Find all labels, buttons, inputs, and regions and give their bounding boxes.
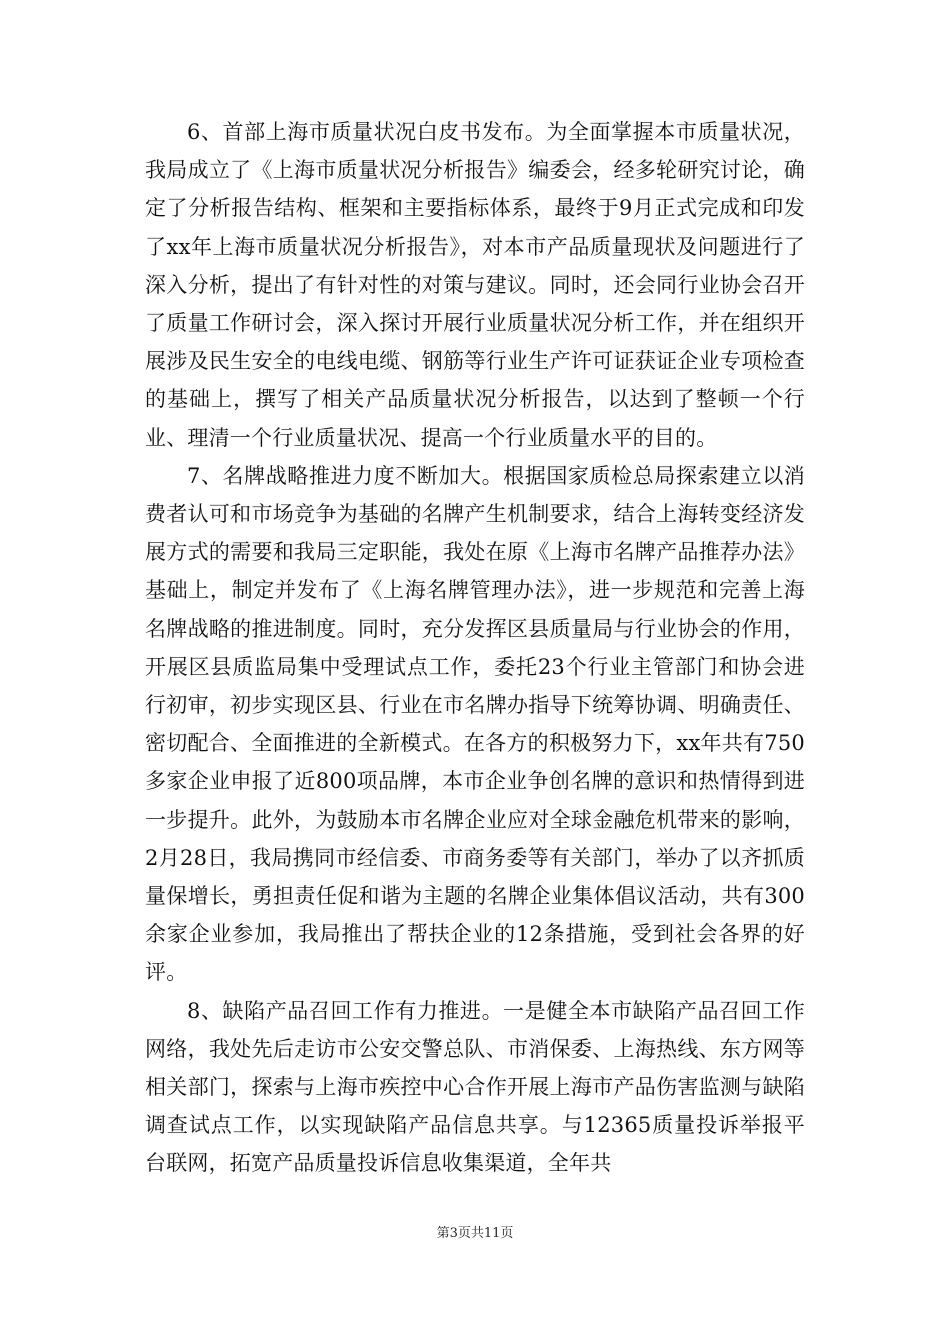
paragraph-8: 8、缺陷产品召回工作有力推进。一是健全本市缺陷产品召回工作网络，我处先后走访市公安交警总队、市消保委、上海热线、东方网等相关部门，探索与上海市疾控中心合作开展上海市产品伤害监测与缺陷调查试点工作，以实现缺陷产品信息共享。与12365质量投诉举报平台联网，拓宽产品质量投诉信息收集渠道，全年共 xyxy=(145,998,805,1176)
page-footer xyxy=(0,1222,950,1241)
page-number: 第3页共11页 xyxy=(436,1226,514,1241)
paragraph-6: 6、首部上海市质量状况白皮书发布。为全面掌握本市质量状况，我局成立了《上海市质量状况分析报告》编委会，经多轮研究讨论，确定了分析报告结构、框架和主要指标体系，最终于9月正式完成和印发了xx年上海市质量状况分析报告》，对本市产品质量现状及问题进行了深入分析，提出了有针对性的对策与建议。同时，还会同行业协会召开了质量工作研讨会，深入探讨开展行业质量状况分析工作，并在组织开展涉及民生安全的电线电缆、钢筋等行业生产许可证获证企业专项检查的基础上，撰写了相关产品质量状况分析报告，以达到了整顿一个行业、理清一个行业质量状况、提高一个行业质量水平的目的。 xyxy=(145,120,805,450)
paragraph-7: 7、名牌战略推进力度不断加大。根据国家质检总局探索建立以消费者认可和市场竞争为基础的名牌产生机制要求，结合上海转变经济发展方式的需要和我局三定职能，我处在原《上海市名牌产品推荐办法》基础上，制定并发布了《上海名牌管理办法》，进一步规范和完善上海名牌战略的推进制度。同时，充分发挥区县质量局与行业协会的作用，开展区县质监局集中受理试点工作，委托23个行业主管部门和协会进行初审，初步实现区县、行业在市名牌办指导下统筹协调、明确责任、密切配合、全面推进的全新模式。在各方的积极努力下，xx年共有750多家企业申报了近800项品牌，本市企业争创名牌的意识和热情得到进一步提升。此外，为鼓励本市名牌企业应对全球金融危机带来的影响，2月28日，我局携同市经信委、市商务委等有关部门，举办了以齐抓质量保增长，勇担责任促和谐为主题的名牌企业集体倡议活动，共有300余家企业参加，我局推出了帮扶企业的12条措施，受到社会各界的好评。 xyxy=(145,463,805,985)
document-body xyxy=(145,113,805,1183)
